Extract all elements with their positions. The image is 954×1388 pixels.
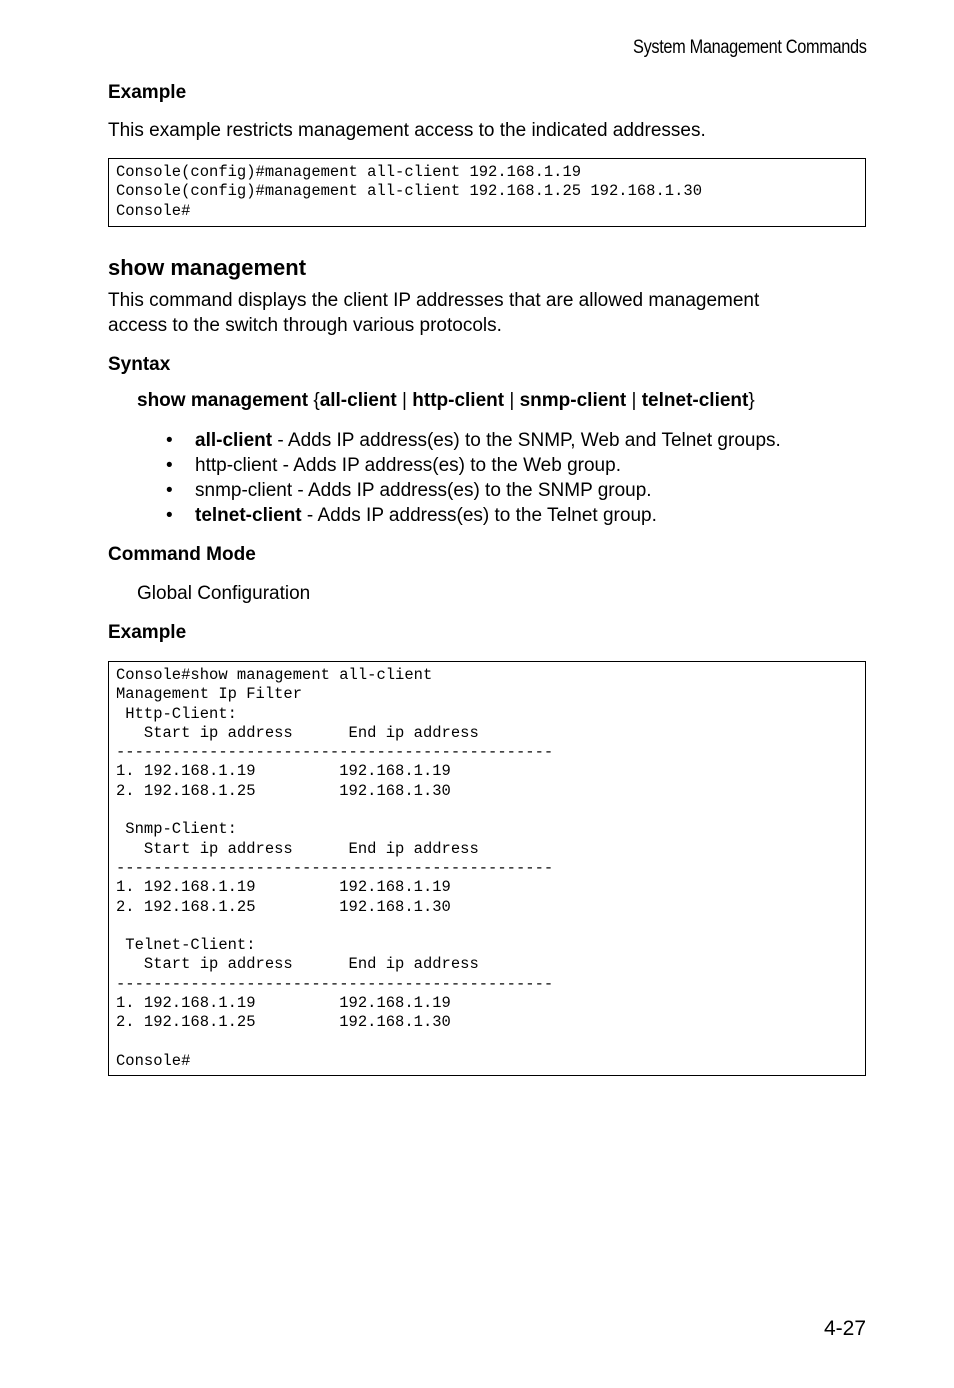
section-description-line-2: access to the switch through various protocols. [108, 315, 502, 336]
code-line: Snmp-Client: [116, 820, 237, 839]
parameter-list [166, 428, 781, 528]
code-line: Start ip address End ip address [116, 839, 479, 858]
brace-open: { [313, 390, 320, 411]
syntax-option: http-client [412, 390, 505, 411]
code-line: 1. 192.168.1.19 192.168.1.19 [116, 994, 451, 1013]
separator: | [509, 390, 515, 411]
section-title: show management [108, 255, 307, 280]
brace-close: } [748, 390, 755, 411]
code-line: Telnet-Client: [116, 936, 256, 955]
code-line: ----------------------------------------------- [116, 858, 554, 877]
code-line: Console# [116, 201, 191, 220]
bullet-icon: • [166, 430, 173, 451]
syntax-heading: Syntax [108, 354, 171, 375]
code-line [116, 1033, 865, 1052]
code-line: Console# [116, 1051, 191, 1070]
code-line: Console#show management all-client [116, 666, 433, 684]
separator: | [402, 390, 407, 411]
example-heading: Example [108, 82, 187, 103]
param-desc: - Adds IP address(es) to the SNMP group. [292, 480, 652, 501]
command-mode-heading: Command Mode [108, 544, 256, 565]
syntax-line [137, 390, 755, 412]
param-desc: - Adds IP address(es) to the SNMP, Web and Telnet groups. [272, 430, 781, 451]
code-line: Start ip address End ip address [116, 723, 479, 742]
code-line: Start ip address End ip address [116, 955, 479, 974]
code-line: 2. 192.168.1.25 192.168.1.30 [116, 781, 451, 800]
code-line: ----------------------------------------------- [116, 743, 554, 762]
param-name: snmp-client [195, 480, 293, 501]
param-desc: - Adds IP address(es) to the Telnet group. [301, 505, 657, 526]
code-line: 1. 192.168.1.19 192.168.1.19 [116, 878, 451, 897]
example-description: This example restricts management access to the indicated addresses. [108, 120, 706, 141]
separator: | [631, 390, 637, 411]
list-item [166, 453, 781, 478]
code-line [116, 801, 865, 820]
code-block-example-1 [108, 158, 866, 227]
section-description-line-1: This command displays the client IP addresses that are allowed management [108, 290, 760, 311]
code-line: 1. 192.168.1.19 192.168.1.19 [116, 762, 451, 781]
bullet-icon: • [166, 480, 173, 501]
param-name: telnet-client [195, 505, 302, 526]
running-header: System Management Commands [633, 37, 867, 58]
code-line [116, 917, 865, 936]
list-item [166, 428, 781, 453]
bullet-icon: • [166, 455, 173, 476]
syntax-option: all-client [319, 390, 397, 411]
param-desc: - Adds IP address(es) to the Web group. [277, 455, 621, 476]
code-line: Console(config)#management all-client 192.168.1.19 [116, 163, 582, 181]
syntax-command: show management [137, 390, 309, 411]
list-item [166, 503, 781, 528]
list-item [166, 478, 781, 503]
param-name: all-client [195, 430, 273, 451]
page-number: 4-27 [823, 1317, 866, 1340]
code-line: Http-Client: [116, 704, 237, 723]
example-heading: Example [108, 622, 187, 643]
code-line: 2. 192.168.1.25 192.168.1.30 [116, 1013, 451, 1032]
command-mode-value: Global Configuration [137, 583, 311, 604]
syntax-option: snmp-client [519, 390, 627, 411]
bullet-icon: • [166, 505, 173, 526]
param-name: http-client [195, 455, 278, 476]
code-line: 2. 192.168.1.25 192.168.1.30 [116, 897, 451, 916]
code-line: Console(config)#management all-client 192.168.1.25 192.168.1.30 [116, 182, 702, 201]
syntax-option: telnet-client [641, 390, 749, 411]
code-line: ----------------------------------------------- [116, 974, 554, 993]
code-line: Management Ip Filter [116, 685, 303, 704]
code-block-example-2 [108, 661, 866, 1076]
